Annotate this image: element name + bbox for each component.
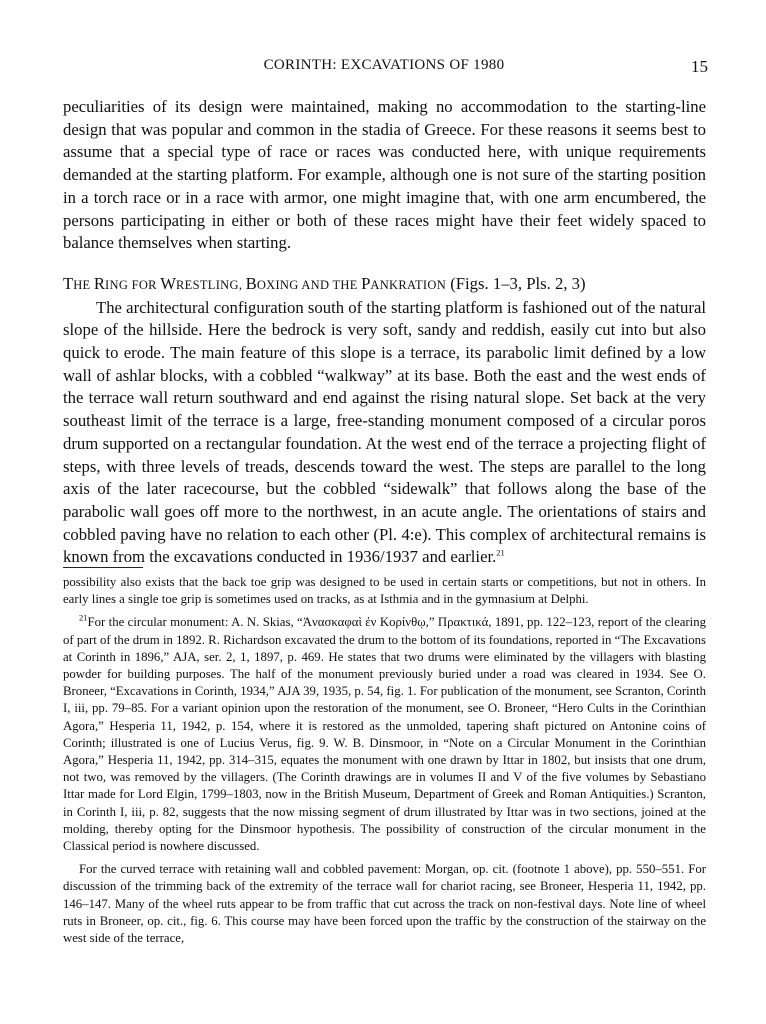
paragraph-continued: peculiarities of its design were maintained, making no accommodation to the starting-line design that was popular and common in the stadia of Greece. For these reasons it seems best to assume that a special type of race or races was conducted here, with unique requirements demanded at the starting platform. For example, although one is not sure of the starting position in a torch race or in a race with armor, one might imagine that, with one arm encumbered, the persons participating in either or both of these races might have their feet widely spaced to balance themselves when starting. xyxy=(63,97,706,253)
footnotes xyxy=(63,574,706,947)
section-heading xyxy=(63,273,706,297)
footnote-continued: possibility also exists that the back toe grip was designed to be used in certain starts or competitions, but not in others. In early lines a single toe grip is sometimes used on tracks, as at Isthmia and in the gymnasium at Delphi. xyxy=(63,575,706,607)
section-heading-refs: (Figs. 1–3, Pls. 2, 3) xyxy=(450,273,586,293)
paragraph-ring xyxy=(63,297,706,569)
section-heading-title: THE RING FOR WRESTLING, BOXING AND THE PANKRATION xyxy=(63,273,447,293)
footnote-rule xyxy=(63,567,143,568)
footnote-21-number: 21 xyxy=(79,613,88,624)
footnote-terrace: For the curved terrace with retaining wall and cobbled pavement: Morgan, op. cit. (footnote 1 above), pp. 550–551. For discussion of the trimming back of the extremity of the terrace wall for chariot racing, see Broneer, Hesperia 11, 1942, pp. 146–147. Many of the wheel ruts appear to be from traffic that cut across the track on non-festival days. Note line of wheel ruts in Broneer, op. cit., fig. 6. This course may have been forced upon the traffic by the construction of the stairway on the west side of the terrace, xyxy=(63,862,706,946)
running-head xyxy=(60,57,708,79)
body-text xyxy=(63,96,706,569)
running-title: CORINTH: EXCAVATIONS OF 1980 xyxy=(263,57,505,73)
footnote-21 xyxy=(63,614,706,855)
footnote-21-text: For the circular monument: A. N. Skias, “Ἀνασκαφαὶ ἐν Κορίνθῳ,” Πρακτικά, 1891, pp. 122–123, report of the clearing of part of the drum in 1892. R. Richardson excavated the drum to the bottom of its foundations, reported in “The Excavations at Corinth in 1896,” AJA, ser. 2, 1, 1897, p. 469. He states that two drums were eliminated by the villagers with blasting powder for building purposes. The half of the monument previously buried under a road was cleared in 1934. See O. Broneer, “Excavations in Corinth, 1934,” AJA 39, 1935, p. 54, fig. 1. For publication of the monument, see Scranton, Corinth I, iii, pp. 79–85. For a variant opinion upon the restoration of the monument, see O. Broneer, “Hero Cults in the Corinthian Agora,” Hesperia 11, 1942, p. 154, where it is restored as the unmolded, tapering shaft pictured on Antonine coins of Corinth; illustrated is one of Lucius Verus, fig. 9. W. B. Dinsmoor, in “Note on a Circular Monument in the Corinthian Agora,” Hesperia 11, 1942, pp. 314–315, equates the monument with one drawn by Ittar in 1802, but insists that one drum, not two, was removed by the villagers. (The Corinth drawings are in volumes II and V of the five volumes by Sebastiano Ittar made for Lord Elgin, 1799–1803, now in the British Museum, Department of Greek and Roman Antiquities.) Scranton, in Corinth I, iii, p. 82, suggests that the now missing segment of drum illustrated by Ittar was in two sections, joined at the molding, thereby opting for the Dinsmoor hypothesis. The possibility of construction of the circular monument in the Classical period is nowhere discussed. xyxy=(63,615,706,854)
page-number: 15 xyxy=(691,57,708,76)
paragraph-ring-text: The architectural configuration south of the starting platform is fashioned out of the natural slope of the hillside. Here the bedrock is very soft, sandy and reddish, easily cut into but also quick to erode. The main feature of this slope is a terrace, its parabolic limit defined by a low wall of ashlar blocks, with a cobbled “walkway” at its base. Both the east and the west ends of the terrace wall return southward and end against the rising natural slope. Set back at the very southeast limit of the terrace is a large, free-standing monument composed of a circular poros drum supported on a rectangular foundation. At the west end of the terrace a projecting flight of steps, with three levels of treads, descends toward the west. The steps are parallel to the long axis of the later racecourse, but the cobbled “sidewalk” that follows along the base of the parabolic wall goes off more to the northwest, in an acute angle. The orientations of stairs and cobbled paving have no relation to each other (Pl. 4:e). This complex of architectural remains is known from the excavations conducted in 1936/1937 and earlier. xyxy=(63,297,706,567)
footnote-reference-21[interactable]: 21 xyxy=(496,547,505,558)
